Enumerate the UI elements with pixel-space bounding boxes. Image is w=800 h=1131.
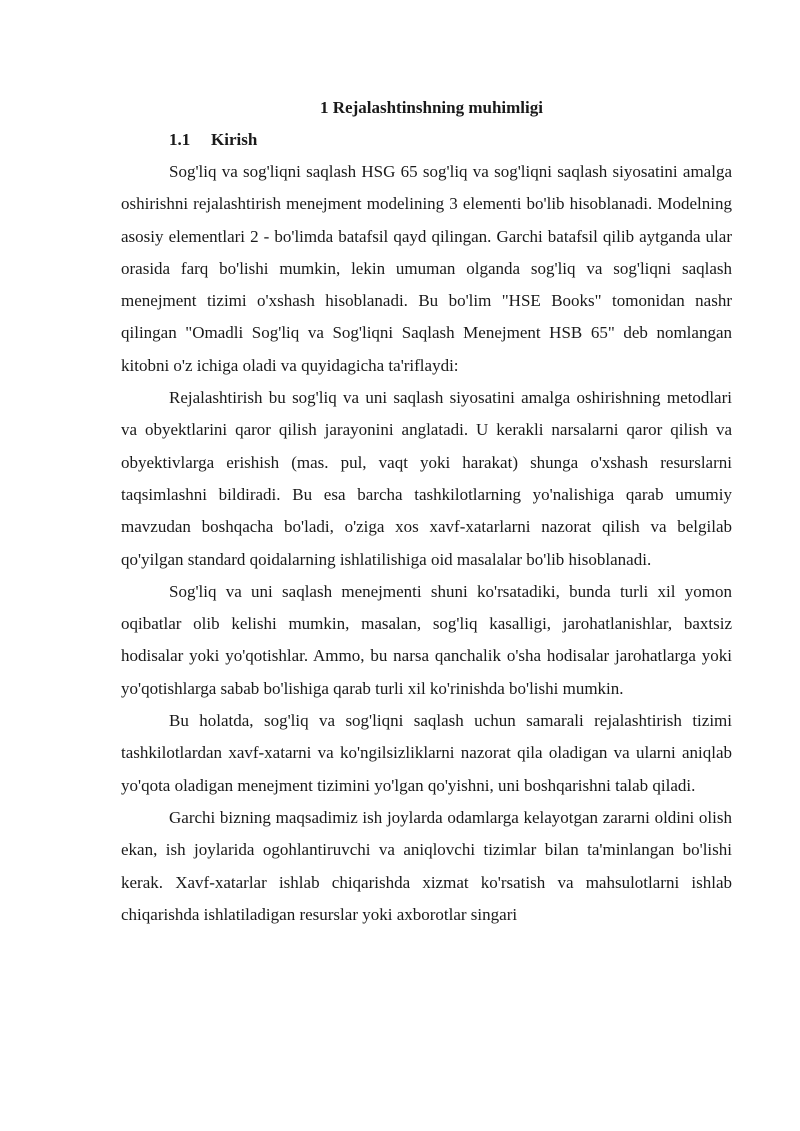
section-heading <box>121 124 732 156</box>
paragraph: Bu holatda, sog'liq va sog'liqni saqlash uchun samarali rejalashtirish tizimi tashkilotlardan xavf-xatarni va ko'ngilsizliklarni nazorat qila oladigan va ularni aniqlab yo'qota oladigan menejment tizimini yo'lgan qo'yishni, uni boshqarishni talab qiladi. <box>121 711 732 795</box>
paragraph: Sog'liq va uni saqlash menejmenti shuni ko'rsatadiki, bunda turli xil yomon oqibatlar olib kelishi mumkin, masalan, sog'liq kasalligi, jarohatlanishlar, baxtsiz hodisalar yoki yo'qotishlar. Ammo, bu narsa qanchalik o'sha hodisalar jarohatlarga yoki yo'qotishlarga sabab bo'lishiga qarab turli xil ko'rinishda bo'lishi mumkin. <box>121 581 732 698</box>
paragraph: Rejalashtirish bu sog'liq va uni saqlash siyosatini amalga oshirishning metodlari va obyektlarini qaror qilish jarayonini anglatadi. U kerakli narsalarni qaror qilish va obyektivlarga erishish (mas. pul, vaqt yoki harakat) shunga o'xshash resurslarni taqsimlashni bildiradi. Bu esa barcha tashkilotlarning yo'nalishiga qarab umumiy mavzudan boshqacha bo'ladi, o'ziga xos xavf-xatarlarni nazorat qilish va belgilab qo'yilgan standard qoidalarning ishlatilishiga oid masalalar bo'lib hisoblanadi. <box>121 388 732 569</box>
paragraph: Garchi bizning maqsadimiz ish joylarda odamlarga kelayotgan zararni oldini olish ekan, ish joylarida ogohlantiruvchi va aniqlovchi tizimlar bilan ta'minlangan bo'lishi kerak. Xavf-xatarlar ishlab chiqarishda xizmat ko'rsatish va mahsulotlarni ishlab chiqarishda ishlatiladigan resurslar yoki axborotlar singari <box>121 807 732 924</box>
document-page <box>121 92 732 931</box>
chapter-title: 1 Rejalashtinshning muhimligi <box>320 98 543 117</box>
section-number: 1.1 <box>169 130 191 149</box>
paragraph: Sog'liq va sog'liqni saqlash HSG 65 sog'liq va sog'liqni saqlash siyosatini amalga oshirishni rejalashtirish menejment modelining 3 elementi bo'lib hisoblanadi. Modelning asosiy elementlari 2 - bo'limda batafsil qayd qilingan. Garchi batafsil qilib aytganda ular orasida farq bo'lishi mumkin, lekin umuman olganda sog'liq va sog'liqni saqlash menejment tizimi o'xshash hisoblanadi. Bu bo'lim "HSE Books" tomonidan nashr qilingan "Omadli Sog'liq va Sog'liqni Saqlash Menejment HSB 65" deb nomlangan kitobni o'z ichiga oladi va quyidagicha ta'riflaydi: <box>121 162 732 375</box>
section-title: Kirish <box>211 130 258 149</box>
